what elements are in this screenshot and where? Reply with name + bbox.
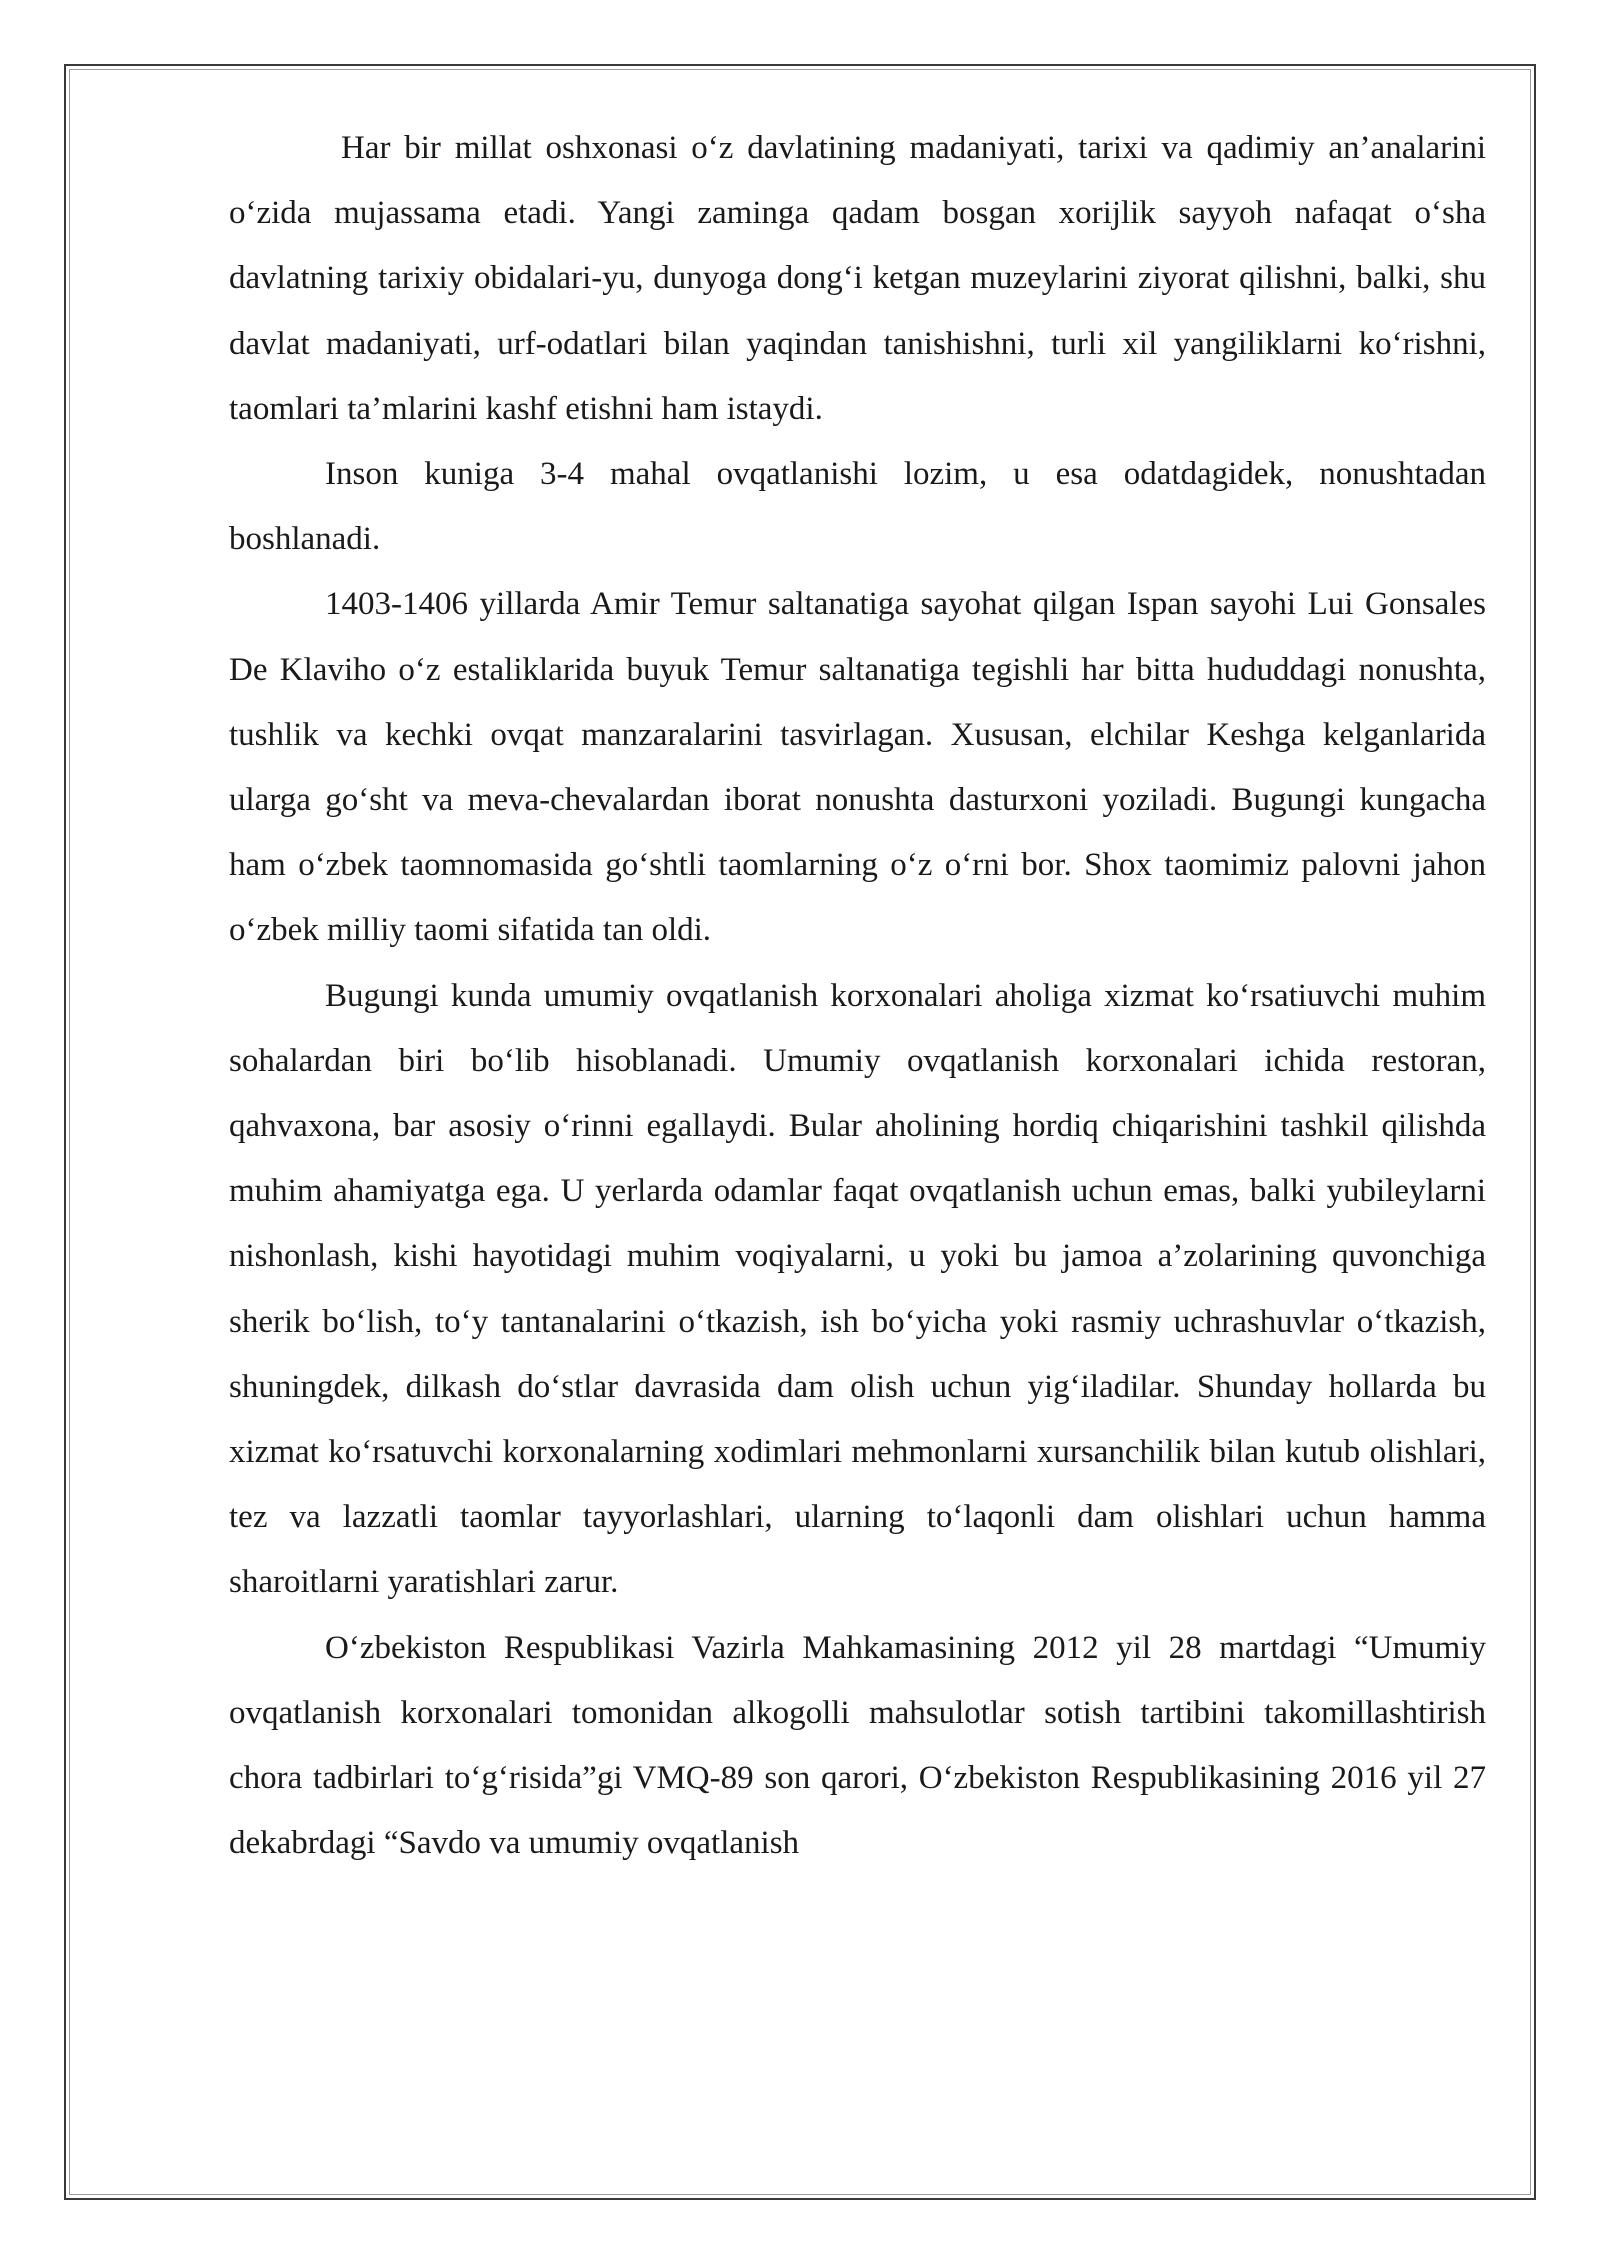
paragraph-1: Har bir millat oshxonasi o‘z davlatining madaniyati, tarixi va qadimiy an’analarini o‘zida mujassama etadi. Yangi zaminga qadam bosgan xorijlik sayyoh nafaqat o‘sha davlatning tarixiy obidalari-yu, dunyoga dong‘i ketgan muzeylarini ziyorat qilishni, balki, shu davlat madaniyati, urf-odatlari bilan yaqindan tanishishni, turli xil yangiliklarni ko‘rishni, taomlari ta’mlarini kashf etishni ham istaydi. [229, 130, 1486, 427]
document-body [229, 116, 1486, 1876]
paragraph-5: O‘zbekiston Respublikasi Vazirla Mahkamasining 2012 yil 28 martdagi “Umumiy ovqatlanish korxonalari tomonidan alkogolli mahsulotlar sotish tartibini takomillashtirish chora tadbirlari to‘g‘risida”gi VMQ-89 son qarori, O‘zbekiston Respublikasining 2016 yil 27 dekabrdagi “Savdo va umumiy ovqatlanish [229, 1629, 1486, 1862]
paragraph-4: Bugungi kunda umumiy ovqatlanish korxonalari aholiga xizmat ko‘rsatiuvchi muhim sohalardan biri bo‘lib hisoblanadi. Umumiy ovqatlanish korxonalari ichida restoran, qahvaxona, bar asosiy o‘rinni egallaydi. Bular aholining hordiq chiqarishini tashkil qilishda muhim ahamiyatga ega. U yerlarda odamlar faqat ovqatlanish uchun emas, balki yubileylarni nishonlash, kishi hayotidagi muhim voqiyalarni, u yoki bu jamoa a’zolarining quvonchiga sherik bo‘lish, to‘y tantanalarini o‘tkazish, ish bo‘yicha yoki rasmiy uchrashuvlar o‘tkazish, shuningdek, dilkash do‘stlar davrasida dam olish uchun yig‘iladilar. Shunday hollarda bu xizmat ko‘rsatuvchi korxonalarning xodimlari mehmonlarni xursanchilik bilan kutub olishlari, tez va lazzatli taomlar tayyorlashlari, ularning to‘laqonli dam olishlari uchun hamma sharoitlarni yaratishlari zarur. [229, 977, 1486, 1601]
paragraph-2: Inson kuniga 3-4 mahal ovqatlanishi lozim, u esa odatdagidek, nonushtadan boshlanadi. [229, 456, 1486, 558]
paragraph-3: 1403-1406 yillarda Amir Temur saltanatiga sayohat qilgan Ispan sayohi Lui Gonsales De Klaviho o‘z estaliklarida buyuk Temur saltanatiga tegishli har bitta hududdagi nonushta, tushlik va kechki ovqat manzaralarini tasvirlagan. Xususan, elchilar Keshga kelganlarida ularga go‘sht va meva-chevalardan iborat nonushta dasturxoni yoziladi. Bugungi kungacha ham o‘zbek taomnomasida go‘shtli taomlarning o‘z o‘rni bor. Shox taomimiz palovni jahon o‘zbek milliy taomi sifatida tan oldi. [229, 586, 1486, 949]
